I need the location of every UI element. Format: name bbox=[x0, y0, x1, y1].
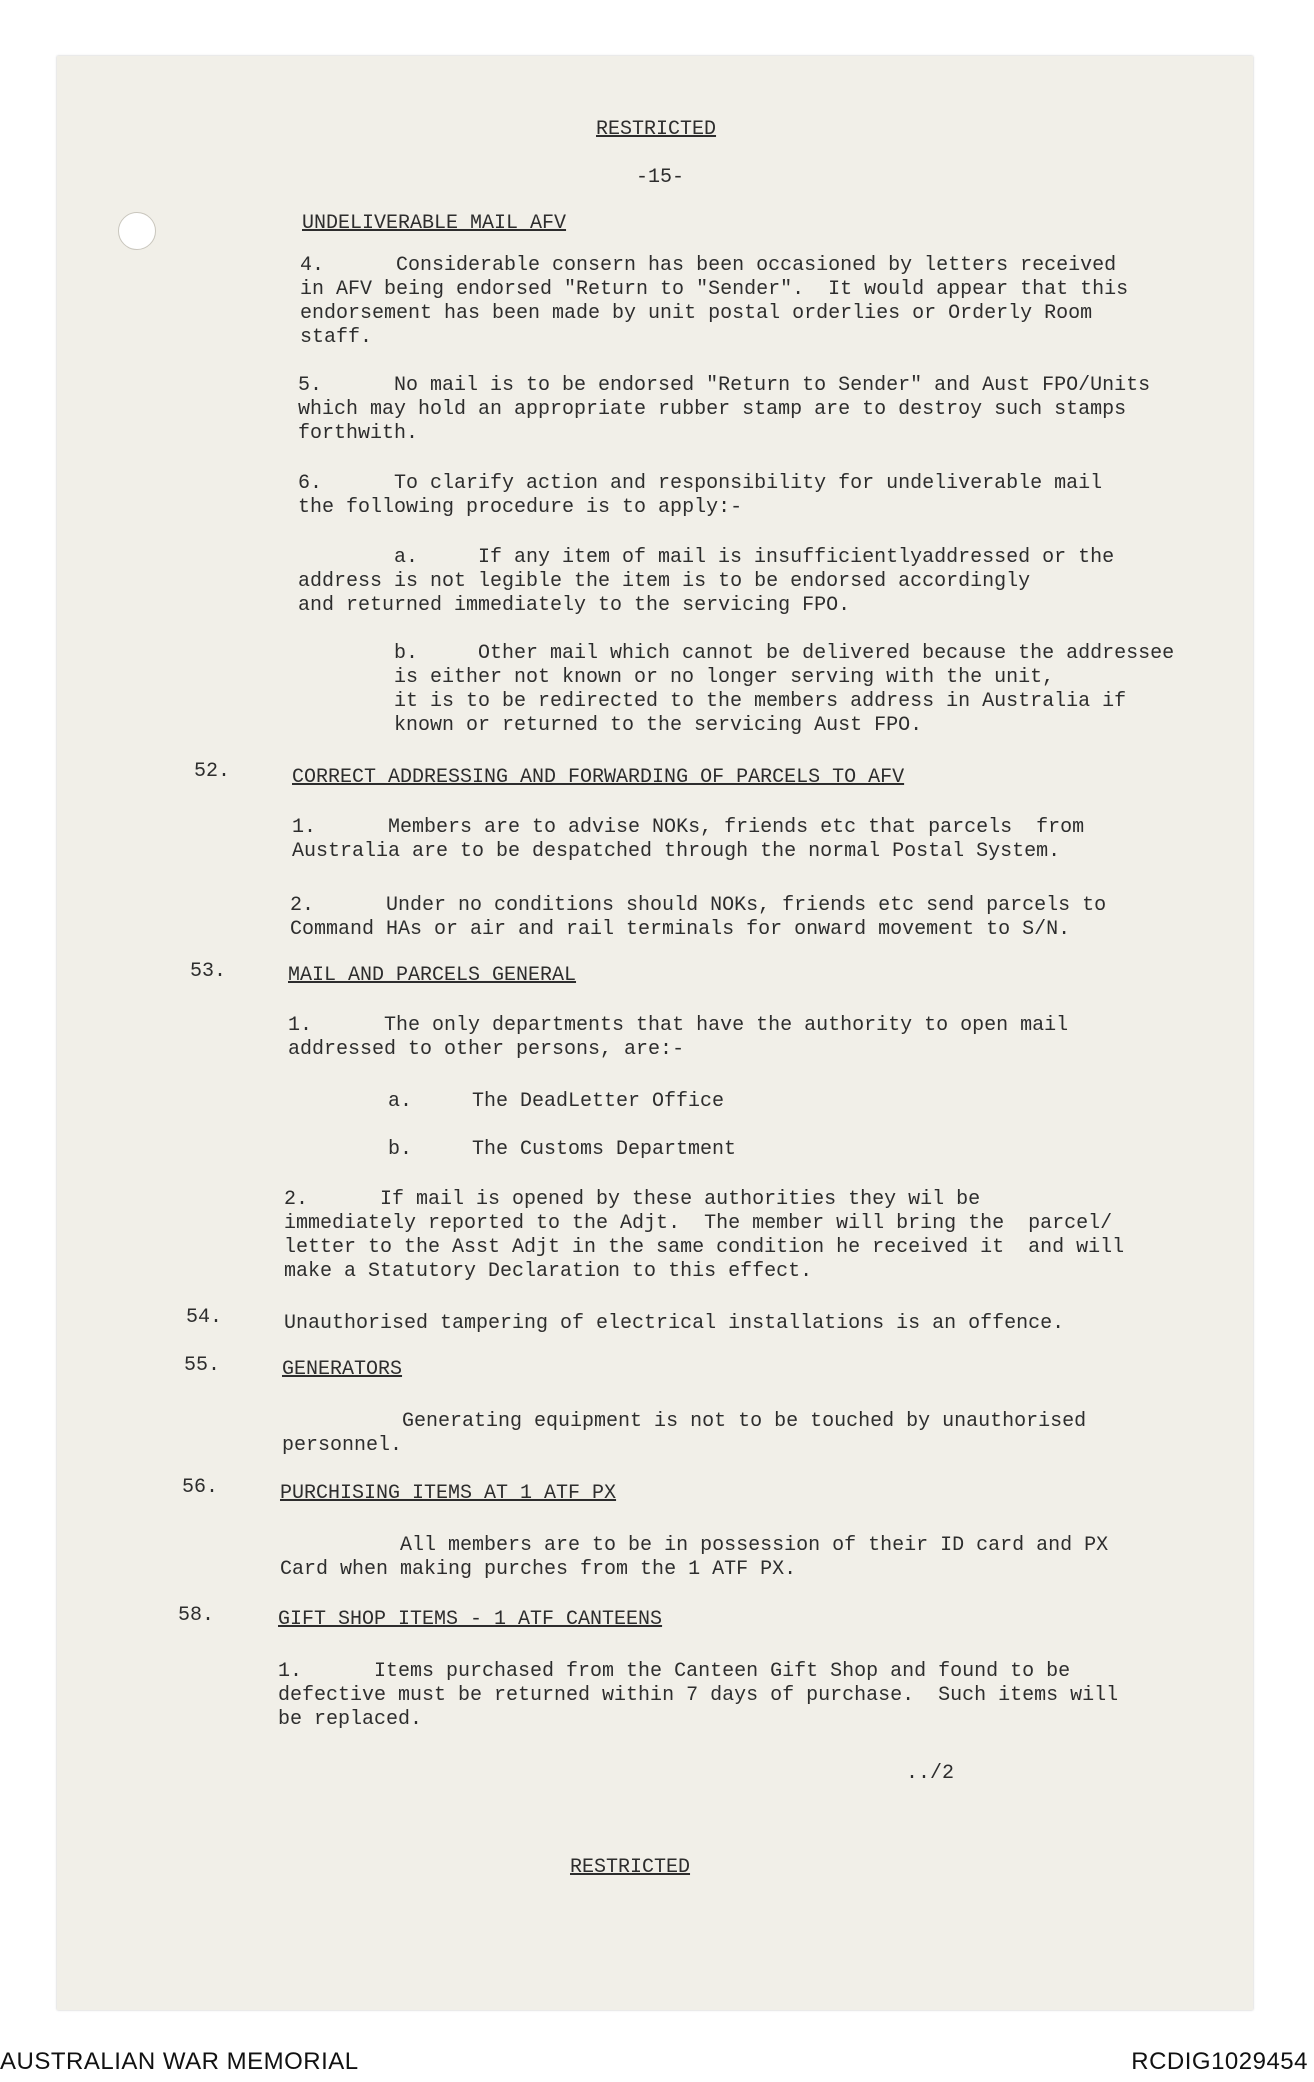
paragraph-52-1: 1. Members are to advise NOKs, friends etc that parcels from Australia are to be despatched through the normal Postal System. bbox=[292, 816, 1085, 863]
paragraph-55: Generating equipment is not to be touched by unauthorised personnel. bbox=[282, 1410, 1087, 1457]
section-number-56: 56. bbox=[182, 1476, 219, 1499]
section-number-54: 54. bbox=[186, 1306, 223, 1329]
subparagraph-6b: b. Other mail which cannot be delivered because the addressee is either not known or no longer serving with the unit, it is to be redirected to the members address in Australia if known or returned to the servicing Aust FPO. bbox=[394, 642, 1175, 737]
classification-bottom: RESTRICTED bbox=[570, 1856, 691, 1879]
paragraph-4: 4. Considerable consern has been occasioned by letters received in AFV being endorsed "Return to "Sender". It would appear that this endorsement has been made by unit postal orderlies or Orderly Room staff. bbox=[300, 254, 1129, 349]
section-number-53: 53. bbox=[190, 960, 227, 983]
section-heading-56: PURCHISING ITEMS AT 1 ATF PX bbox=[280, 1482, 617, 1505]
paragraph-52-2: 2. Under no conditions should NOKs, friends etc send parcels to Command HAs or air and rail terminals for onward movement to S/N. bbox=[290, 894, 1107, 941]
section-heading-52: CORRECT ADDRESSING AND FORWARDING OF PARCELS TO AFV bbox=[292, 766, 905, 789]
paragraph-54: Unauthorised tampering of electrical installations is an offence. bbox=[284, 1312, 1065, 1335]
section-number-55: 55. bbox=[184, 1354, 221, 1377]
section-heading-55: GENERATORS bbox=[282, 1358, 403, 1381]
section-heading-undeliverable-mail: UNDELIVERABLE MAIL AFV bbox=[302, 212, 567, 235]
section-heading-58: GIFT SHOP ITEMS - 1 ATF CANTEENS bbox=[278, 1608, 663, 1631]
paragraph-6: 6. To clarify action and responsibility for undeliverable mail the following procedure is to apply:- bbox=[298, 472, 1103, 519]
footer-reference-id: RCDIG1029454 bbox=[1131, 2048, 1308, 2075]
footer-institution: AUSTRALIAN WAR MEMORIAL bbox=[0, 2048, 359, 2075]
subparagraph-53-a: a. The DeadLetter Office bbox=[388, 1090, 725, 1113]
section-number-58: 58. bbox=[178, 1604, 215, 1627]
section-heading-53: MAIL AND PARCELS GENERAL bbox=[288, 964, 577, 987]
page-number: -15- bbox=[636, 166, 685, 189]
subparagraph-53-b: b. The Customs Department bbox=[388, 1138, 737, 1161]
subparagraph-6a: a. If any item of mail is insufficientlyaddressed or the address is not legible the item is to be endorsed accordingly and returned immediately to the servicing FPO. bbox=[298, 546, 1115, 617]
paragraph-5: 5. No mail is to be endorsed "Return to Sender" and Aust FPO/Units which may hold an appropriate rubber stamp are to destroy such stamps forthwith. bbox=[298, 374, 1151, 445]
continuation-marker: ../2 bbox=[906, 1762, 955, 1785]
paragraph-56: All members are to be in possession of their ID card and PX Card when making purches from the 1 ATF PX. bbox=[280, 1534, 1109, 1581]
paragraph-53-1: 1. The only departments that have the authority to open mail addressed to other persons, are:- bbox=[288, 1014, 1069, 1061]
punch-hole bbox=[118, 212, 156, 250]
paragraph-58-1: 1. Items purchased from the Canteen Gift Shop and found to be defective must be returned within 7 days of purchase. Such items will be replaced. bbox=[278, 1660, 1119, 1731]
section-number-52: 52. bbox=[194, 760, 231, 783]
classification-top: RESTRICTED bbox=[596, 118, 717, 141]
paragraph-53-2: 2. If mail is opened by these authorities they wil be immediately reported to the Adjt. The member will bring the parcel/ letter to the Asst Adjt in the same condition he received it and will make a Statutory Declaration to this effect. bbox=[284, 1188, 1125, 1283]
